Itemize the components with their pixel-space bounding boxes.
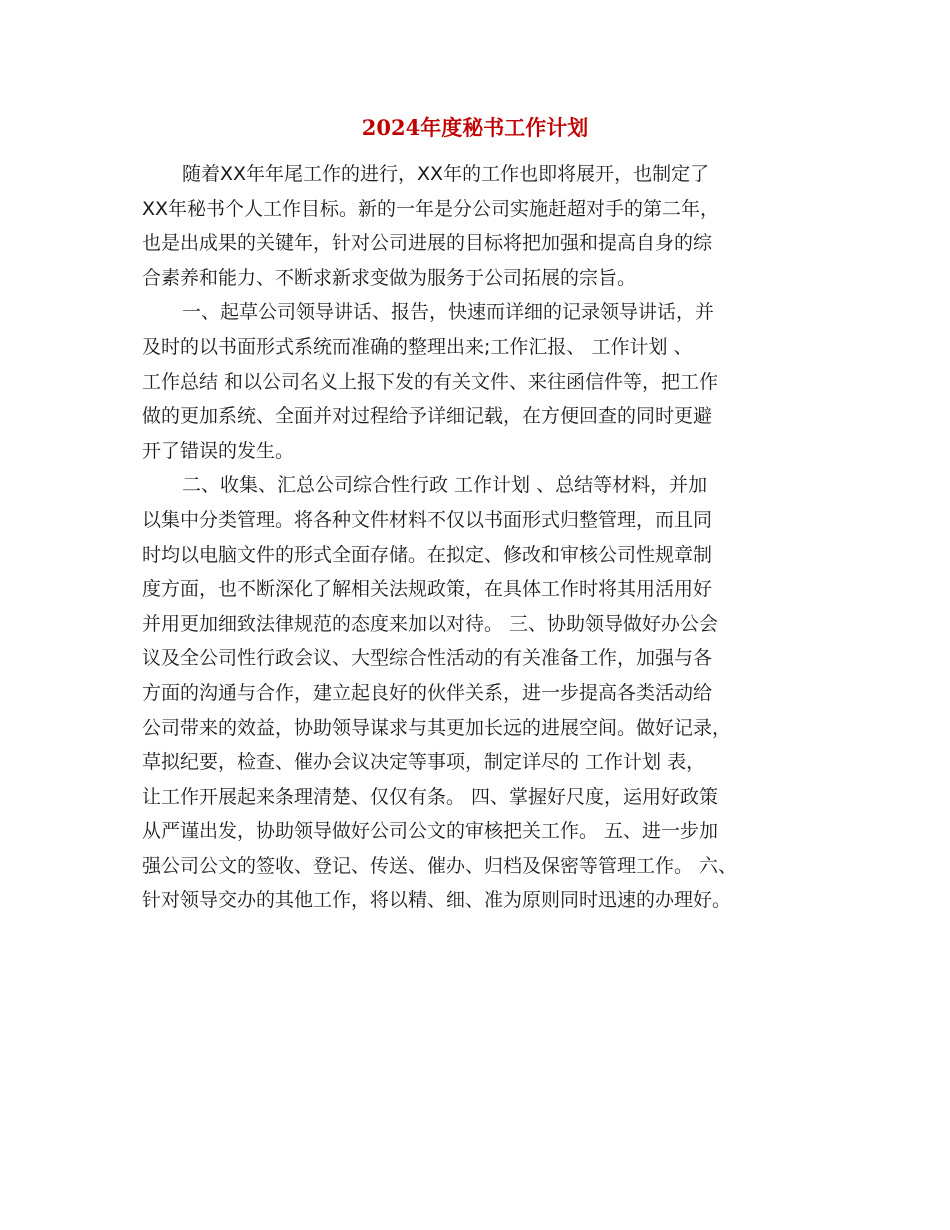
text-line: 度方面，也不断深化了解相关法规政策，在具体工作时将其用活用好 — [142, 578, 713, 601]
document-body — [142, 157, 812, 918]
text-line: 公司带来的效益，协助领导谋求与其更加长远的进展空间。做好记录， — [142, 716, 732, 739]
text-line: 方面的沟通与合作，建立起良好的伙伴关系，进一步提高各类活动给 — [142, 681, 713, 704]
text-line: 时均以电脑文件的形式全面存储。在拟定、修改和审核公司性规章制 — [142, 543, 713, 566]
text-line: 并用更加细致法律规范的态度来加以对待。 三、协助领导做好办公会 — [142, 612, 719, 635]
text-line: 随着XX年年尾工作的进行，XX年的工作也即将展开，也制定了 — [182, 163, 710, 185]
text-line: 让工作开展起来条理清楚、仅仅有条。 四、掌握好尺度，运用好政策 — [142, 785, 719, 808]
text-line: 强公司公文的签收、登记、传送、催办、归档及保密等管理工作。 六、 — [142, 854, 738, 877]
text-line: 草拟纪要，检查、催办会议决定等事项，制定详尽的 工作计划 表， — [142, 751, 706, 774]
text-line: 一、起草公司领导讲话、报告，快速而详细的记录领导讲话，并 — [182, 301, 715, 324]
document-title: 2024年度秘书工作计划 — [361, 115, 589, 140]
text-line: 二、收集、汇总公司综合性行政 工作计划 、总结等材料，并加 — [182, 474, 708, 497]
text-line: 也是出成果的关键年，针对公司进展的目标将把加强和提高自身的综 — [142, 232, 713, 255]
text-line: 开了错误的发生。 — [142, 439, 295, 462]
text-line: XX年秘书个人工作目标。新的一年是分公司实施赶超对手的第二年， — [142, 197, 720, 220]
text-line: 从严谨出发，协助领导做好公司公文的审核把关工作。 五、进一步加 — [142, 820, 719, 843]
text-line: 针对领导交办的其他工作，将以精、细、准为原则同时迅速的办理好。 — [142, 889, 732, 912]
text-line: 议及全公司性行政会议、大型综合性活动的有关准备工作，加强与各 — [142, 647, 713, 670]
text-line: 以集中分类管理。将各种文件材料不仅以书面形式归整管理，而且同 — [142, 508, 713, 531]
text-line: 工作总结 和以公司名义上报下发的有关文件、来往函信件等，把工作 — [142, 370, 719, 393]
text-line: 做的更加系统、全面并对过程给予详细记载，在方便回查的同时更避 — [142, 405, 713, 428]
text-line: 合素养和能力、不断求新求变做为服务于公司拓展的宗旨。 — [142, 266, 637, 289]
text-line: 及时的以书面形式系统而准确的整理出来;工作汇报、 工作计划 、 — [142, 335, 693, 358]
